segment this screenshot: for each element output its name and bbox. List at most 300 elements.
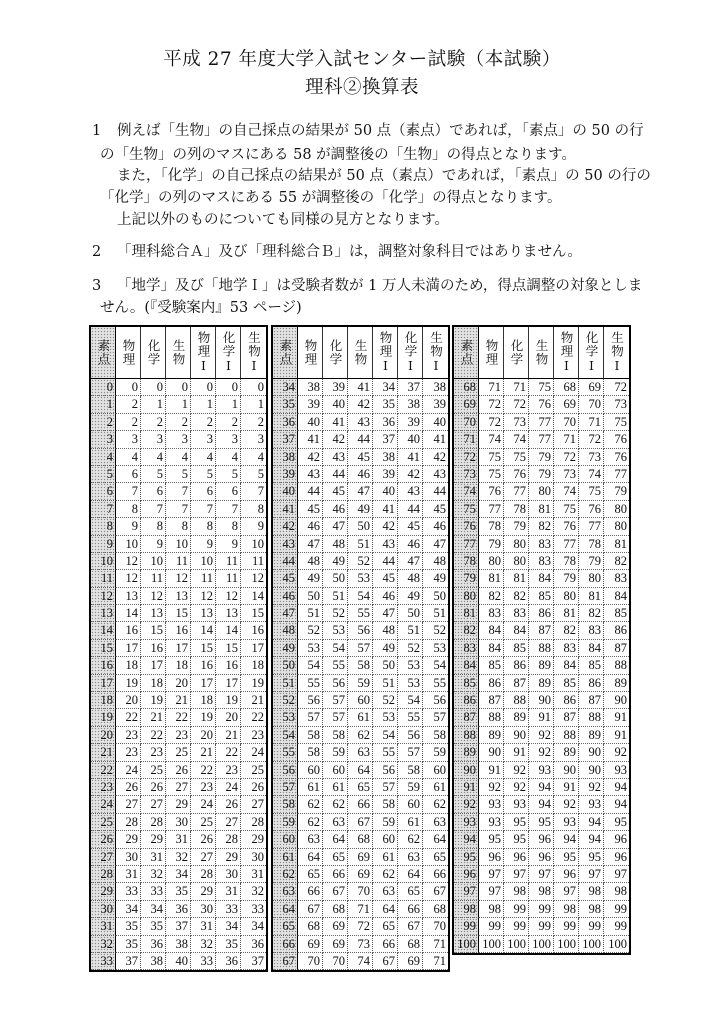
converted-score-cell: 47 xyxy=(323,518,348,535)
converted-score-cell: 97 xyxy=(504,866,529,883)
converted-score-cell: 35 xyxy=(216,936,241,953)
converted-score-cell: 21 xyxy=(166,692,191,709)
converted-score-cell: 0 xyxy=(166,379,191,396)
converted-score-cell: 59 xyxy=(348,675,373,692)
converted-score-cell: 12 xyxy=(116,570,141,587)
converted-score-cell: 62 xyxy=(348,727,373,744)
converted-score-cell: 16 xyxy=(241,622,266,639)
converted-score-cell: 16 xyxy=(191,657,216,674)
converted-score-cell: 63 xyxy=(323,814,348,831)
converted-score-cell: 84 xyxy=(479,640,504,657)
converted-score-cell: 26 xyxy=(216,796,241,813)
converted-score-cell: 35 xyxy=(373,396,398,413)
converted-score-cell: 38 xyxy=(398,396,423,413)
converted-score-cell: 23 xyxy=(116,744,141,761)
converted-score-cell: 68 xyxy=(348,831,373,848)
converted-score-cell: 4 xyxy=(141,449,166,466)
converted-score-cell: 40 xyxy=(423,414,448,431)
converted-score-cell: 97 xyxy=(529,866,554,883)
converted-score-cell: 47 xyxy=(348,483,373,500)
converted-score-cell: 29 xyxy=(216,849,241,866)
converted-score-cell: 65 xyxy=(423,849,448,866)
converted-score-cell: 10 xyxy=(191,553,216,570)
converted-score-cell: 45 xyxy=(298,501,323,518)
converted-score-cell: 91 xyxy=(604,709,629,726)
converted-score-cell: 11 xyxy=(216,553,241,570)
raw-score-cell: 30 xyxy=(91,901,116,918)
converted-score-cell: 24 xyxy=(116,762,141,779)
raw-score-cell: 9 xyxy=(91,536,116,553)
converted-score-cell: 67 xyxy=(348,814,373,831)
converted-score-cell: 39 xyxy=(323,379,348,396)
raw-score-cell: 38 xyxy=(273,449,298,466)
converted-score-cell: 89 xyxy=(529,657,554,674)
raw-score-cell: 41 xyxy=(273,501,298,518)
converted-score-cell: 91 xyxy=(554,779,579,796)
converted-score-cell: 72 xyxy=(504,396,529,413)
note-number: 2 xyxy=(92,244,102,260)
raw-score-cell: 36 xyxy=(273,414,298,431)
converted-score-cell: 58 xyxy=(423,727,448,744)
converted-score-cell: 74 xyxy=(504,431,529,448)
converted-score-cell: 26 xyxy=(166,762,191,779)
raw-score-cell: 46 xyxy=(273,588,298,605)
converted-score-cell: 43 xyxy=(323,449,348,466)
converted-score-cell: 38 xyxy=(141,953,166,970)
converted-score-cell: 87 xyxy=(529,622,554,639)
converted-score-cell: 100 xyxy=(529,936,554,953)
converted-score-cell: 25 xyxy=(141,762,166,779)
converted-score-cell: 43 xyxy=(373,536,398,553)
raw-score-cell: 2 xyxy=(91,414,116,431)
converted-score-cell: 64 xyxy=(398,866,423,883)
converted-score-cell: 50 xyxy=(323,570,348,587)
converted-score-cell: 13 xyxy=(216,605,241,622)
raw-score-cell: 33 xyxy=(91,953,116,970)
raw-score-cell: 5 xyxy=(91,466,116,483)
converted-score-cell: 28 xyxy=(141,814,166,831)
converted-score-cell: 26 xyxy=(191,831,216,848)
converted-score-cell: 6 xyxy=(116,466,141,483)
converted-score-cell: 57 xyxy=(323,709,348,726)
converted-score-cell: 12 xyxy=(166,570,191,587)
converted-score-cell: 78 xyxy=(579,536,604,553)
converted-score-cell: 93 xyxy=(604,762,629,779)
raw-score-cell: 15 xyxy=(91,640,116,657)
converted-score-cell: 62 xyxy=(298,814,323,831)
raw-score-cell: 60 xyxy=(273,831,298,848)
converted-score-cell: 62 xyxy=(373,866,398,883)
converted-score-cell: 83 xyxy=(529,536,554,553)
raw-score-cell: 83 xyxy=(454,640,479,657)
converted-score-cell: 14 xyxy=(116,605,141,622)
converted-score-cell: 1 xyxy=(191,396,216,413)
converted-score-cell: 47 xyxy=(398,553,423,570)
converted-score-cell: 40 xyxy=(298,414,323,431)
converted-score-cell: 71 xyxy=(423,953,448,970)
raw-score-cell: 77 xyxy=(454,536,479,553)
raw-score-cell: 79 xyxy=(454,570,479,587)
converted-score-cell: 22 xyxy=(116,709,141,726)
raw-score-cell: 72 xyxy=(454,449,479,466)
converted-score-cell: 20 xyxy=(166,675,191,692)
converted-score-cell: 77 xyxy=(504,483,529,500)
converted-score-cell: 69 xyxy=(348,849,373,866)
converted-score-cell: 34 xyxy=(373,379,398,396)
converted-score-cell: 71 xyxy=(504,379,529,396)
converted-score-cell: 41 xyxy=(423,431,448,448)
converted-score-cell: 39 xyxy=(398,414,423,431)
converted-score-cell: 54 xyxy=(348,588,373,605)
converted-score-cell: 98 xyxy=(554,901,579,918)
subject-header: 物理Ⅰ xyxy=(191,327,216,379)
raw-score-cell: 91 xyxy=(454,779,479,796)
converted-score-cell: 44 xyxy=(373,553,398,570)
converted-score-cell: 38 xyxy=(373,449,398,466)
converted-score-cell: 58 xyxy=(298,727,323,744)
raw-score-cell: 84 xyxy=(454,657,479,674)
raw-score-cell: 49 xyxy=(273,640,298,657)
converted-score-cell: 96 xyxy=(554,866,579,883)
converted-score-cell: 53 xyxy=(298,640,323,657)
raw-score-cell: 27 xyxy=(91,849,116,866)
converted-score-cell: 92 xyxy=(504,762,529,779)
converted-score-cell: 19 xyxy=(141,692,166,709)
raw-score-cell: 23 xyxy=(91,779,116,796)
converted-score-cell: 23 xyxy=(116,727,141,744)
converted-score-cell: 63 xyxy=(423,814,448,831)
converted-score-cell: 61 xyxy=(348,709,373,726)
converted-score-cell: 83 xyxy=(529,553,554,570)
converted-score-cell: 1 xyxy=(166,396,191,413)
converted-score-cell: 8 xyxy=(116,501,141,518)
converted-score-cell: 19 xyxy=(241,675,266,692)
converted-score-cell: 9 xyxy=(191,536,216,553)
converted-score-cell: 97 xyxy=(604,866,629,883)
converted-score-cell: 7 xyxy=(191,501,216,518)
raw-score-cell: 78 xyxy=(454,553,479,570)
raw-score-cell: 47 xyxy=(273,605,298,622)
converted-score-cell: 79 xyxy=(529,466,554,483)
converted-score-cell: 46 xyxy=(298,518,323,535)
converted-score-cell: 54 xyxy=(398,692,423,709)
converted-score-cell: 80 xyxy=(604,501,629,518)
converted-score-cell: 56 xyxy=(373,762,398,779)
converted-score-cell: 37 xyxy=(116,953,141,970)
converted-score-cell: 40 xyxy=(398,431,423,448)
converted-score-cell: 97 xyxy=(479,866,504,883)
raw-score-cell: 86 xyxy=(454,692,479,709)
converted-score-cell: 74 xyxy=(348,953,373,970)
converted-score-cell: 70 xyxy=(298,953,323,970)
converted-score-cell: 65 xyxy=(373,918,398,935)
raw-score-cell: 80 xyxy=(454,588,479,605)
document-title: 平成 27 年度大学入試センター試験（本試験） xyxy=(163,49,561,70)
converted-score-cell: 99 xyxy=(604,901,629,918)
converted-score-cell: 37 xyxy=(166,918,191,935)
subject-header: 生物 xyxy=(348,327,373,379)
raw-score-cell: 7 xyxy=(91,501,116,518)
converted-score-cell: 38 xyxy=(166,936,191,953)
converted-score-cell: 57 xyxy=(423,709,448,726)
converted-score-cell: 52 xyxy=(323,605,348,622)
converted-score-cell: 29 xyxy=(191,883,216,900)
document-subtitle: 理科②換算表 xyxy=(304,77,419,98)
converted-score-cell: 48 xyxy=(398,570,423,587)
converted-score-cell: 41 xyxy=(323,414,348,431)
converted-score-cell: 70 xyxy=(423,918,448,935)
converted-score-cell: 89 xyxy=(579,727,604,744)
converted-score-cell: 8 xyxy=(191,518,216,535)
converted-score-cell: 49 xyxy=(423,570,448,587)
converted-score-cell: 41 xyxy=(373,501,398,518)
converted-score-cell: 88 xyxy=(529,640,554,657)
converted-score-cell: 28 xyxy=(216,831,241,848)
raw-score-cell: 37 xyxy=(273,431,298,448)
converted-score-cell: 70 xyxy=(579,396,604,413)
converted-score-cell: 97 xyxy=(579,866,604,883)
converted-score-cell: 39 xyxy=(298,396,323,413)
converted-score-cell: 42 xyxy=(398,466,423,483)
subject-header: 化学 xyxy=(504,327,529,379)
converted-score-cell: 65 xyxy=(348,779,373,796)
converted-score-cell: 16 xyxy=(141,640,166,657)
converted-score-cell: 3 xyxy=(141,431,166,448)
converted-score-cell: 66 xyxy=(423,866,448,883)
converted-score-cell: 78 xyxy=(504,501,529,518)
converted-score-cell: 69 xyxy=(579,379,604,396)
converted-score-cell: 59 xyxy=(423,744,448,761)
converted-score-cell: 82 xyxy=(529,518,554,535)
converted-score-cell: 51 xyxy=(398,622,423,639)
raw-score-cell: 70 xyxy=(454,414,479,431)
converted-score-cell: 60 xyxy=(423,762,448,779)
converted-score-cell: 78 xyxy=(554,553,579,570)
converted-score-cell: 53 xyxy=(398,657,423,674)
converted-score-cell: 66 xyxy=(398,901,423,918)
converted-score-cell: 98 xyxy=(504,883,529,900)
converted-score-cell: 56 xyxy=(323,675,348,692)
converted-score-cell: 75 xyxy=(479,466,504,483)
converted-score-cell: 77 xyxy=(579,518,604,535)
subject-header: 物理 xyxy=(116,327,141,379)
converted-score-cell: 12 xyxy=(141,588,166,605)
converted-score-cell: 76 xyxy=(554,518,579,535)
converted-score-cell: 79 xyxy=(604,483,629,500)
converted-score-cell: 14 xyxy=(216,622,241,639)
converted-score-cell: 90 xyxy=(529,692,554,709)
converted-score-cell: 77 xyxy=(554,536,579,553)
converted-score-cell: 72 xyxy=(579,431,604,448)
converted-score-cell: 7 xyxy=(216,501,241,518)
converted-score-cell: 46 xyxy=(398,536,423,553)
converted-score-cell: 75 xyxy=(554,501,579,518)
converted-score-cell: 33 xyxy=(141,883,166,900)
converted-score-cell: 15 xyxy=(216,640,241,657)
converted-score-cell: 15 xyxy=(191,640,216,657)
converted-score-cell: 45 xyxy=(423,501,448,518)
raw-score-cell: 0 xyxy=(91,379,116,396)
raw-score-cell: 68 xyxy=(454,379,479,396)
converted-score-cell: 3 xyxy=(241,431,266,448)
converted-score-cell: 76 xyxy=(529,396,554,413)
converted-score-cell: 50 xyxy=(373,657,398,674)
converted-score-cell: 12 xyxy=(216,588,241,605)
converted-score-cell: 59 xyxy=(323,744,348,761)
converted-score-cell: 93 xyxy=(504,796,529,813)
converted-score-cell: 53 xyxy=(398,675,423,692)
converted-score-cell: 52 xyxy=(423,622,448,639)
converted-score-cell: 80 xyxy=(579,570,604,587)
converted-score-cell: 40 xyxy=(373,483,398,500)
converted-score-cell: 56 xyxy=(348,622,373,639)
converted-score-cell: 9 xyxy=(216,536,241,553)
converted-score-cell: 17 xyxy=(166,640,191,657)
converted-score-cell: 15 xyxy=(141,622,166,639)
raw-score-cell: 19 xyxy=(91,709,116,726)
converted-score-cell: 90 xyxy=(504,727,529,744)
converted-score-cell: 0 xyxy=(116,379,141,396)
converted-score-cell: 96 xyxy=(504,849,529,866)
converted-score-cell: 98 xyxy=(579,883,604,900)
converted-score-cell: 84 xyxy=(554,657,579,674)
converted-score-cell: 80 xyxy=(529,483,554,500)
converted-score-cell: 83 xyxy=(504,605,529,622)
converted-score-cell: 76 xyxy=(604,449,629,466)
converted-score-cell: 19 xyxy=(116,675,141,692)
converted-score-cell: 44 xyxy=(348,431,373,448)
converted-score-cell: 55 xyxy=(398,709,423,726)
converted-score-cell: 58 xyxy=(398,762,423,779)
converted-score-cell: 61 xyxy=(423,779,448,796)
converted-score-cell: 73 xyxy=(348,936,373,953)
converted-score-cell: 63 xyxy=(348,744,373,761)
converted-score-cell: 21 xyxy=(216,727,241,744)
converted-score-cell: 93 xyxy=(479,796,504,813)
converted-score-cell: 15 xyxy=(166,605,191,622)
note-line: の「生物」の列のマスにある 58 が調整後の「生物」の得点となります。 xyxy=(100,147,577,163)
converted-score-cell: 83 xyxy=(554,640,579,657)
converted-score-cell: 40 xyxy=(166,953,191,970)
converted-score-cell: 24 xyxy=(191,796,216,813)
converted-score-cell: 85 xyxy=(479,657,504,674)
raw-score-cell: 42 xyxy=(273,518,298,535)
converted-score-cell: 4 xyxy=(116,449,141,466)
converted-score-cell: 31 xyxy=(166,831,191,848)
converted-score-cell: 39 xyxy=(373,466,398,483)
converted-score-cell: 94 xyxy=(579,831,604,848)
raw-score-cell: 26 xyxy=(91,831,116,848)
converted-score-cell: 34 xyxy=(241,918,266,935)
raw-score-cell: 17 xyxy=(91,675,116,692)
converted-score-cell: 1 xyxy=(141,396,166,413)
converted-score-cell: 23 xyxy=(141,744,166,761)
converted-score-cell: 65 xyxy=(298,866,323,883)
converted-score-cell: 44 xyxy=(398,501,423,518)
raw-score-cell: 58 xyxy=(273,796,298,813)
converted-score-cell: 31 xyxy=(116,866,141,883)
converted-score-cell: 5 xyxy=(141,466,166,483)
converted-score-cell: 2 xyxy=(116,414,141,431)
converted-score-cell: 90 xyxy=(604,692,629,709)
converted-score-cell: 61 xyxy=(373,849,398,866)
converted-score-cell: 18 xyxy=(141,675,166,692)
converted-score-cell: 49 xyxy=(398,588,423,605)
converted-score-cell: 60 xyxy=(298,762,323,779)
converted-score-cell: 12 xyxy=(241,570,266,587)
converted-score-cell: 38 xyxy=(298,379,323,396)
converted-score-cell: 72 xyxy=(479,414,504,431)
converted-score-cell: 10 xyxy=(241,536,266,553)
converted-score-cell: 51 xyxy=(373,675,398,692)
converted-score-cell: 36 xyxy=(241,936,266,953)
raw-score-cell: 89 xyxy=(454,744,479,761)
converted-score-cell: 52 xyxy=(298,622,323,639)
converted-score-cell: 6 xyxy=(191,483,216,500)
converted-score-cell: 11 xyxy=(141,570,166,587)
raw-score-cell: 31 xyxy=(91,918,116,935)
converted-score-cell: 13 xyxy=(141,605,166,622)
converted-score-cell: 73 xyxy=(604,396,629,413)
converted-score-cell: 88 xyxy=(504,692,529,709)
converted-score-cell: 86 xyxy=(554,692,579,709)
converted-score-cell: 91 xyxy=(529,709,554,726)
converted-score-cell: 57 xyxy=(373,779,398,796)
converted-score-cell: 71 xyxy=(554,431,579,448)
converted-score-cell: 95 xyxy=(579,849,604,866)
converted-score-cell: 93 xyxy=(529,762,554,779)
converted-score-cell: 96 xyxy=(604,831,629,848)
converted-score-cell: 69 xyxy=(298,936,323,953)
converted-score-cell: 7 xyxy=(241,483,266,500)
converted-score-cell: 81 xyxy=(479,570,504,587)
converted-score-cell: 75 xyxy=(479,449,504,466)
converted-score-cell: 24 xyxy=(241,744,266,761)
subject-header: 化学Ⅰ xyxy=(216,327,241,379)
converted-score-cell: 41 xyxy=(348,379,373,396)
converted-score-cell: 82 xyxy=(579,605,604,622)
converted-score-cell: 68 xyxy=(323,901,348,918)
converted-score-cell: 94 xyxy=(579,814,604,831)
converted-score-cell: 46 xyxy=(373,588,398,605)
converted-score-cell: 54 xyxy=(373,727,398,744)
converted-score-cell: 53 xyxy=(373,709,398,726)
converted-score-cell: 99 xyxy=(504,918,529,935)
converted-score-cell: 22 xyxy=(166,709,191,726)
converted-score-cell: 2 xyxy=(241,414,266,431)
converted-score-cell: 25 xyxy=(191,814,216,831)
converted-score-cell: 67 xyxy=(423,883,448,900)
converted-score-cell: 98 xyxy=(479,901,504,918)
converted-score-cell: 53 xyxy=(348,570,373,587)
converted-score-cell: 36 xyxy=(373,414,398,431)
converted-score-cell: 31 xyxy=(191,918,216,935)
converted-score-cell: 76 xyxy=(579,501,604,518)
converted-score-cell: 97 xyxy=(554,883,579,900)
converted-score-cell: 62 xyxy=(323,796,348,813)
converted-score-cell: 77 xyxy=(604,466,629,483)
converted-score-cell: 2 xyxy=(191,414,216,431)
converted-score-cell: 95 xyxy=(554,849,579,866)
converted-score-cell: 67 xyxy=(373,953,398,970)
converted-score-cell: 90 xyxy=(579,762,604,779)
converted-score-cell: 75 xyxy=(504,449,529,466)
raw-score-cell: 18 xyxy=(91,692,116,709)
converted-score-cell: 86 xyxy=(579,675,604,692)
converted-score-cell: 27 xyxy=(141,796,166,813)
converted-score-cell: 61 xyxy=(298,779,323,796)
converted-score-cell: 0 xyxy=(216,379,241,396)
